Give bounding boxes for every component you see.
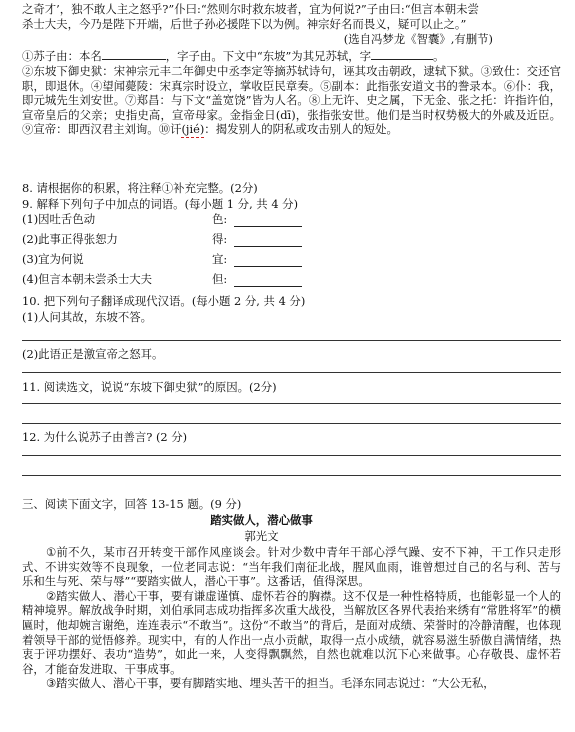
paragraph-number: ① [46, 545, 57, 559]
article-paragraph [22, 545, 561, 589]
note-pinyin-jie: (jié) [181, 122, 205, 137]
paragraph-text: 踏实做人、潜心干事，要有谦虚谨慎、虚怀若谷的胸襟。这不仅是一种性格特质，也能彰显一个人的精神境界。解放战争时期，刘伯承同志成功指挥多次重大战役，当解放区各界代表抬来绣有“常胜将军”的横匾时，他却婉言谢绝，连连表示“不敢当”。这份“不敢当”的背后，是面对成绩、荣誉时的冷静清醒，也体现着领导干部的觉悟修养。现实中，有的人作出一点小贡献，取得一点小成绩，就容易滋生骄傲自满情绪，热衷于评功摆好、表功“造势”，如此一来，人变得飘飘然，自然也就难以沉下心来做事。心存敬畏、虚怀若谷，才能奋发进取、干事成事。 [22, 588, 561, 676]
note-1-blank-name[interactable] [102, 48, 166, 60]
question-9-stem: 9. 解释下列句子中加点的词语。(每小题 1 分, 共 4 分) [22, 197, 299, 211]
q9-answer-blank[interactable] [234, 234, 302, 247]
paragraph-number: ③ [46, 676, 57, 691]
notes-body-tail: ，张指张安世。他们是当时权势极大的外戚及近臣。⑨宣帝：即西汉君主刘询。⑩讦 [22, 107, 561, 137]
q9-item-char: 但: [212, 272, 228, 287]
question-8: 8. 请根据你的积累，将注释①补充完整。(2分) [22, 181, 258, 195]
answer-line[interactable] [22, 403, 561, 404]
note-1-blank-courtesy[interactable] [371, 48, 433, 60]
q9-item-char: 得: [212, 232, 228, 247]
q9-answer-blank[interactable] [234, 214, 302, 227]
passage-source: (选自冯梦龙《智囊》,有删节) [343, 32, 493, 46]
article-author: 郭光文 [244, 529, 279, 543]
answer-line[interactable] [22, 475, 561, 476]
passage-line: 杀士大夫，今乃是陛下开端，后世子孙必援陛下以为例。神宗好名而畏义，疑可以止之。” [22, 17, 467, 31]
article-paragraph [22, 676, 561, 691]
question-9-items [22, 207, 561, 287]
note-1-text-a: ①苏子由：本名 [22, 49, 102, 63]
q9-item-sentence: (3)宜为何说 [22, 252, 84, 267]
q9-item [22, 207, 561, 227]
q9-answer-blank[interactable] [234, 274, 302, 287]
q9-item [22, 247, 561, 267]
notes-body-text: ②东坡下御史狱：宋神宗元丰二年御史中丞李定等摘苏轼诗句，诬其攻击朝政，逮轼下狱。③致仕：交还官职，即退休。④望闻薨陵：宋真宗时设立，掌收臣民章奏。⑤副本：此指张安道文书的誊录本。⑥仆：我，即元城先生刘安世。⑦郑昌：与下文“盖宽饶”皆为人名。⑧上无许、史之属，下无金、张之托：许指许伯，宣帝皇后的父亲；史指史高，宣帝母家。金指金日 [22, 64, 561, 122]
q9-item [22, 267, 561, 287]
note-1-text-c: 。 [433, 49, 445, 63]
answer-line[interactable] [22, 423, 561, 424]
q9-item-char: 色: [212, 212, 228, 227]
note-pinyin-di: (dī) [275, 107, 296, 122]
note-1 [22, 48, 561, 64]
article-paragraph [22, 589, 561, 677]
answer-line[interactable] [22, 340, 561, 341]
paragraph-number: ② [46, 588, 57, 603]
question-10-stem: 10. 把下列句子翻译成现代汉语。(每小题 2 分, 共 4 分) [22, 294, 306, 308]
answer-line[interactable] [22, 372, 561, 373]
q9-answer-blank[interactable] [234, 254, 302, 267]
passage-line: 之奇才’，独不敢人主之怒乎?”仆曰:“然则尔时救东坡者，宜为何说?”子由曰:“但言本朝未尝 [22, 2, 479, 16]
answer-line[interactable] [22, 455, 561, 456]
question-11: 11. 阅读选文，说说“东坡下御史狱”的原因。(2分) [22, 380, 277, 394]
paragraph-text: 踏实做人、潜心干事，要有脚踏实地、埋头苦干的担当。毛泽东同志说过：“大公无私， [56, 676, 495, 691]
article-body [22, 545, 561, 732]
question-10-sentence-1: (1)人问其故，东坡不答。 [22, 310, 153, 324]
q9-item-sentence: (1)因吐舌色动 [22, 212, 96, 227]
q9-item [22, 227, 561, 247]
notes-body [22, 64, 561, 182]
question-12: 12. 为什么说苏子由善言? (2 分) [22, 430, 188, 444]
notes-body-end: ：揭发别人的阴私或攻击别人的短处。 [204, 122, 398, 137]
q9-item-sentence: (4)但言本朝未尝杀士大夫 [22, 272, 153, 287]
paragraph-text: 前不久，某市召开转变干部作风座谈会。针对少数中青年干部心浮气躁、安不下神，干工作只走形式、不讲实效等不良现象，一位老同志说：“当年我们南征北战，腥风血雨，谁曾想过自己的名与利、苦与乐和生与死、荣与辱”“要踏实做人，潜心干事”。这番话，值得深思。 [22, 545, 561, 589]
article-title: 踏实做人，潜心做事 [210, 513, 313, 527]
note-1-text-b: ，字子由。下文中“东坡”为其兄苏轼，字 [165, 49, 372, 63]
q9-item-char: 宜: [212, 252, 228, 267]
section-3-heading: 三、阅读下面文字，回答 13-15 题。(9 分) [22, 497, 242, 511]
question-10-sentence-2: (2)此语正是激宣帝之怒耳。 [22, 347, 164, 361]
q9-item-sentence: (2)此事正得张恕力 [22, 232, 118, 247]
